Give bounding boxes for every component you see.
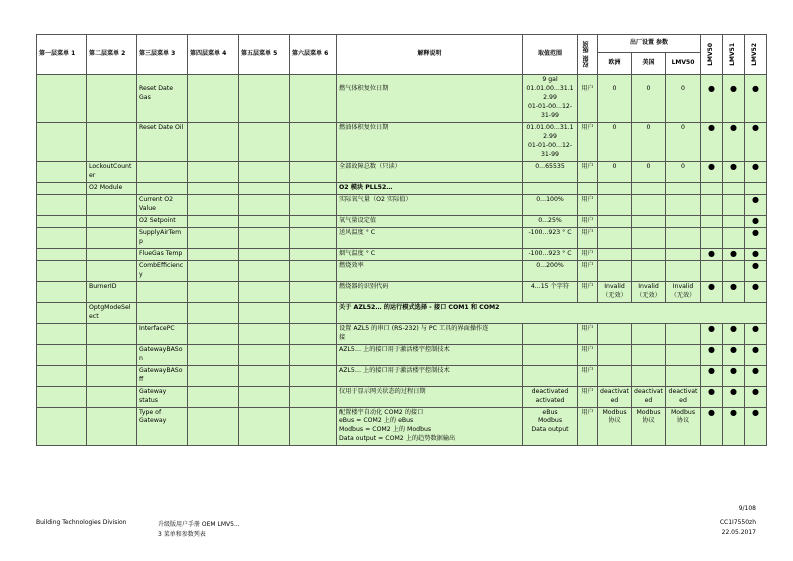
lmv51-mark-text: ● [730, 83, 737, 93]
lmv52-mark-text: ● [752, 122, 759, 132]
lmv52-mark-text: ● [752, 344, 759, 354]
access-text: 用户 [581, 408, 594, 416]
menu3-text: Current O2 Value [139, 195, 174, 212]
access-text: 用户 [581, 345, 594, 353]
range-text: 01.01.00...31.1 2.99 01-01-00...12- 31-99 [526, 123, 574, 158]
header-menu1: 第一层菜单 1 [37, 35, 87, 75]
access-text: 用户 [581, 282, 594, 290]
lmv51-mark-text: ● [730, 407, 737, 417]
lmv50-mark-text: ● [708, 407, 715, 417]
menu3-text: FlueGas Temp [139, 249, 183, 257]
lmv51-mark-text: ● [730, 386, 737, 396]
factory-lmv50-text: 0 [681, 84, 685, 92]
access-text: 用户 [581, 216, 594, 224]
menu3-text: GatewayBASo ff [139, 366, 183, 383]
factory-lmv50-text: 0 [681, 162, 685, 170]
factory-eu-text: Modbus 协议 [602, 408, 627, 425]
menu3-text: GatewayBASo n [139, 345, 183, 362]
range-text: -100...923 ° C [528, 228, 572, 236]
header-lmv50-sub: LMV50 [666, 53, 701, 75]
factory-lmv50-text: deactivat ed [668, 387, 698, 404]
range-text: 0...65535 [535, 162, 565, 170]
lmv52-mark-text: ● [752, 83, 759, 93]
lmv52-mark-text: ● [752, 248, 759, 258]
lmv50-mark-text: ● [708, 281, 715, 291]
access-text: 用户 [581, 261, 594, 269]
lmv50-mark-text: ● [708, 365, 715, 375]
header-menu2: 第二层菜单 2 [87, 35, 137, 75]
lmv50-mark-text: ● [708, 323, 715, 333]
menu2-text: O2 Module [89, 183, 123, 191]
lmv50-mark-text: ● [708, 83, 715, 93]
factory-us-text: deactivat ed [634, 387, 663, 404]
access-text: 用户 [581, 162, 594, 170]
explanation-text: 实际氧气量（O2 实际值） [339, 195, 412, 203]
explanation-text: 全部故障总数（只读） [339, 162, 401, 170]
header-menu3: 第三层菜单 3 [137, 35, 188, 75]
lmv52-mark-text: ● [752, 407, 759, 417]
range-text: 0...100% [536, 195, 564, 203]
explanation-text: 燃油体积复位日期 [339, 123, 389, 131]
explanation-text: 设置 AZL5 的串口 (RS-232) 与 PC 工具的界面操作连 接 [339, 324, 489, 341]
access-text: 用户 [581, 84, 594, 92]
lmv52-mark-text: ● [752, 194, 759, 204]
lmv50-mark-text: ● [708, 122, 715, 132]
factory-eu-text: deactivat ed [600, 387, 629, 404]
access-text: 用户 [581, 387, 594, 395]
lmv52-mark-text: ● [752, 281, 759, 291]
explanation-text: 仅用于显示网关状态的过程日期 [339, 387, 426, 395]
range-text: eBus Modbus Data output [531, 408, 569, 434]
lmv51-mark-text: ● [730, 365, 737, 375]
menu3-text: Reset Date Oil [139, 123, 184, 131]
factory-us-text: 0 [646, 162, 651, 170]
footer-title: 升级版用户手册 OEM LMV5... [158, 521, 240, 528]
header-lmv50: LMV50 [701, 35, 723, 75]
factory-eu-text: Invalid （无效） [602, 282, 627, 299]
factory-us-text: Modbus 协议 [636, 408, 661, 425]
header-us: 美国 [632, 53, 666, 75]
explanation-text: AZL5… 上的接口用于激活楼宇控制技术 [339, 366, 450, 374]
menu2-text: BurnerID [89, 282, 117, 290]
menu3-text: SupplyAirTem p [139, 228, 182, 245]
lmv52-mark-text: ● [752, 323, 759, 333]
factory-lmv50-text: Invalid （无效） [670, 282, 696, 299]
footer-chapter: 3 菜单和参数列表 [158, 531, 206, 538]
factory-us-text: 0 [646, 123, 651, 131]
range-text: 0...200% [536, 261, 564, 269]
lmv50-mark-text: ● [708, 161, 715, 171]
lmv51-mark-text: ● [730, 122, 737, 132]
header-menu6: 第六层菜单 6 [290, 35, 337, 75]
explanation-text: O2 模块 PLL52… [339, 183, 393, 191]
lmv52-mark-text: ● [752, 161, 759, 171]
page-number: 9/108 [738, 505, 756, 512]
access-text: 用户 [581, 228, 594, 236]
header-lmv52: LMV52 [745, 35, 767, 75]
factory-eu-text: 0 [612, 84, 617, 92]
header-lmv51: LMV51 [723, 35, 745, 75]
access-text: 用户 [581, 123, 594, 131]
explanation-text: 关于 AZL52… 的运行模式选择 - 接口 COM1 和 COM2 [339, 303, 500, 311]
range-text: -100...923 ° C [528, 249, 572, 257]
lmv51-mark-text: ● [730, 248, 737, 258]
header-menu4: 第四层菜单 4 [188, 35, 239, 75]
explanation-text: 燃烧效率 [339, 261, 364, 269]
explanation-text: 燃烧器的识别代码 [339, 282, 389, 290]
lmv51-mark-text: ● [730, 344, 737, 354]
explanation-text: 烟气温度 ° C [339, 249, 376, 257]
range-text: deactivated activated [531, 387, 569, 404]
factory-lmv50-text: 0 [681, 123, 685, 131]
menu2-text: OptgModeSel ect [89, 303, 131, 320]
access-text: 用户 [581, 324, 594, 332]
lmv52-mark-text: ● [752, 365, 759, 375]
access-text: 用户 [581, 249, 594, 257]
header-menu5: 第五层菜单 5 [239, 35, 290, 75]
lmv52-mark-text: ● [752, 260, 759, 270]
menu3-text: O2 Setpoint [139, 216, 176, 224]
access-text: 用户 [581, 366, 594, 374]
access-text: 用户 [581, 195, 594, 203]
lmv52-mark-text: ● [752, 215, 759, 225]
lmv52-mark-text: ● [752, 227, 759, 237]
lmv52-mark-text: ● [752, 386, 759, 396]
header-factory: 出厂设置 参数 [598, 35, 701, 53]
menu3-text: Type of Gateway [139, 408, 167, 425]
footer-doc-id: CC1I7550zh [719, 519, 756, 526]
factory-eu-text: 0 [612, 162, 617, 170]
lmv51-mark-text: ● [730, 161, 737, 171]
footer-division: Building Technologies Division [36, 519, 127, 526]
header-explain: 解释说明 [337, 35, 523, 75]
header-eu: 欧洲 [598, 53, 632, 75]
menu3-text: Reset Date Gas [139, 84, 174, 101]
factory-eu-text: 0 [612, 123, 617, 131]
menu3-text: Gateway status [139, 387, 167, 404]
menu2-text: LockoutCount er [89, 162, 132, 179]
lmv51-mark-text: ● [730, 281, 737, 291]
menu3-text: InterfacePC [139, 324, 175, 332]
explanation-text: AZL5… 上的接口用于激活楼宇控制技术 [339, 345, 450, 353]
range-text: 4...15 个字符 [530, 282, 570, 290]
lmv51-mark-text: ● [730, 323, 737, 333]
header-access: 权限 级别 [578, 35, 598, 75]
lmv50-mark-text: ● [708, 344, 715, 354]
factory-lmv50-text: Modbus 协议 [670, 408, 696, 425]
range-text: 0...25% [538, 216, 562, 224]
factory-us-text: 0 [646, 84, 651, 92]
explanation-text: 燃气体积复位日期 [339, 84, 389, 92]
lmv50-mark-text: ● [708, 248, 715, 258]
explanation-text: 配置楼宇自动化 COM2 的接口 eBus = COM2 上的 eBus Modbus = COM2 上的 Modbus Data output = COM2 上的趋势数据输出 [339, 408, 456, 443]
factory-us-text: Invalid （无效） [636, 282, 661, 299]
range-text: 9 gal 01.01.00...31.1 2.99 01-01-00...12- 31-99 [526, 76, 574, 119]
lmv50-mark-text: ● [708, 386, 715, 396]
explanation-text: 送风温度 ° C [339, 228, 376, 236]
footer-date: 22.05.2017 [721, 529, 756, 536]
header-range: 取值范围 [523, 35, 578, 75]
menu3-text: CombEfficienc y [139, 261, 184, 278]
explanation-text: 氧气量设定值 [339, 216, 377, 224]
